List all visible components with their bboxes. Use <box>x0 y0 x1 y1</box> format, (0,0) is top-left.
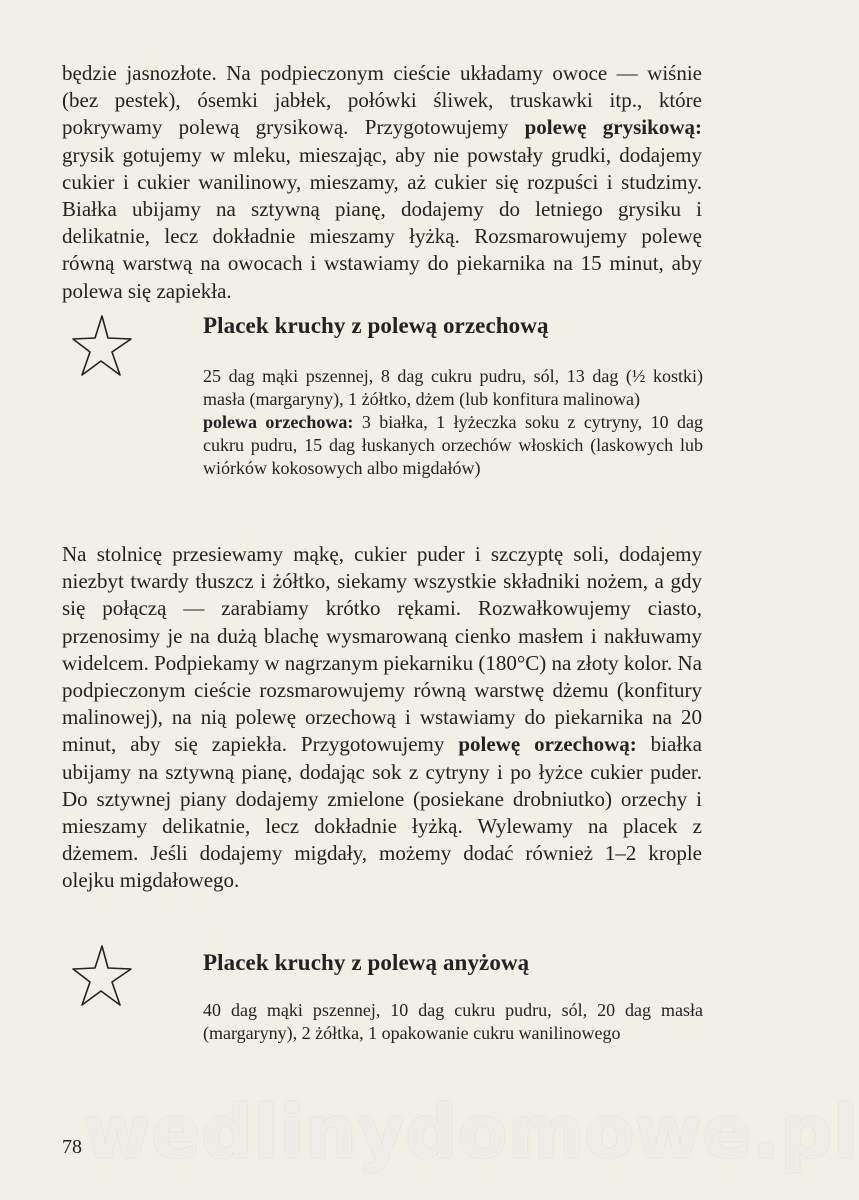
intro-text-2: grysik gotujemy w mleku, mieszając, aby nie powstały grudki, dodajemy cukier i cukier wanilinowy, mieszamy, aż cukier się rozpuści i studzimy. Białka ubijamy na sztywną pianę, dodajemy do letniego grysiku i delikatnie, lecz dokładnie mieszamy łyżką. Rozsmarowujemy polewę równą warstwą na owocach i wstawiamy do piekarnika na 15 minut, aby polewa się zapiekła. <box>62 142 702 303</box>
recipe-1-method-text-1: Na stolnicę przesiewamy mąkę, cukier puder i szczyptę soli, dodajemy niezbyt twardy tłuszcz i żółtko, siekamy wszystkie składniki nożem, a gdy się połączą — zarabiamy krótko rękami. Rozwałkowujemy ciasto, przenosimy je na dużą blachę wysmarowaną cienko masłem i nakłuwamy widelcem. Podpiekamy w nagrzanym piekarniku (180°C) na złoty kolor. Na podpieczonym cieście rozsmarowujemy równą warstwę dżemu (konfitury malinowej), na nią polewę orzechową i wstawiamy do piekarnika na 20 minut, aby się zapiekła. Przygotowujemy <box>62 542 702 757</box>
recipe-1-topping-text: 3 białka, 1 łyżeczka soku z cytryny, 10 dag cukru pudru, 15 dag łuskanych orzechów włoskich (laskowych lub wiórków kokosowych albo migdałów) <box>203 412 703 478</box>
recipe-1-topping-label: polewa orzechowa: <box>203 412 354 432</box>
recipe-1-title: Placek kruchy z polewą orzechową <box>203 313 549 338</box>
watermark: wedlinydomowe.pl <box>84 1090 859 1174</box>
recipe-1-method-bold: polewę orzechową: <box>458 732 637 757</box>
recipe-2-title: Placek kruchy z polewą anyżową <box>203 950 530 975</box>
recipe-1-method <box>62 541 702 895</box>
page-number: 78 <box>62 1136 82 1158</box>
recipe-2-ingredients: 40 dag mąki pszennej, 10 dag cukru pudru, sól, 20 dag masła (margaryny), 2 żółtka, 1 opakowanie cukru wanilinowego <box>203 1000 703 1043</box>
intro-bold-1: polewę grysikową: <box>524 115 702 140</box>
recipe-1-method-text-2: białka ubijamy na sztywną pianę, dodając sok z cytryny i po łyżce cukier puder. Do sztywnej piany dodajemy zmielone (posiekane drobniutko) orzechy i mieszamy delikatnie, lecz dokładnie łyżką. Wylewamy na placek z dżemem. Jeśli dodajemy migdały, możemy dodać również 1–2 krople olejku migdałowego. <box>62 732 702 893</box>
star-icon <box>70 312 134 380</box>
intro-text-1: będzie jasnozłote. Na podpieczonym cieście układamy owoce — wiśnie (bez pestek), ósemki jabłek, połówki śliwek, truskawki itp., które pokrywamy polewą grysikową. Przygotowujemy <box>62 61 702 140</box>
recipe-1-ingredients-text: 25 dag mąki pszennej, 8 dag cukru pudru, sól, 13 dag (½ kostki) masła (margaryny), 1 żółtko, dżem (lub konfitura malinowa) <box>203 366 703 409</box>
star-icon <box>70 942 134 1010</box>
intro-paragraph <box>62 60 702 305</box>
recipe-1-ingredients <box>203 365 703 480</box>
